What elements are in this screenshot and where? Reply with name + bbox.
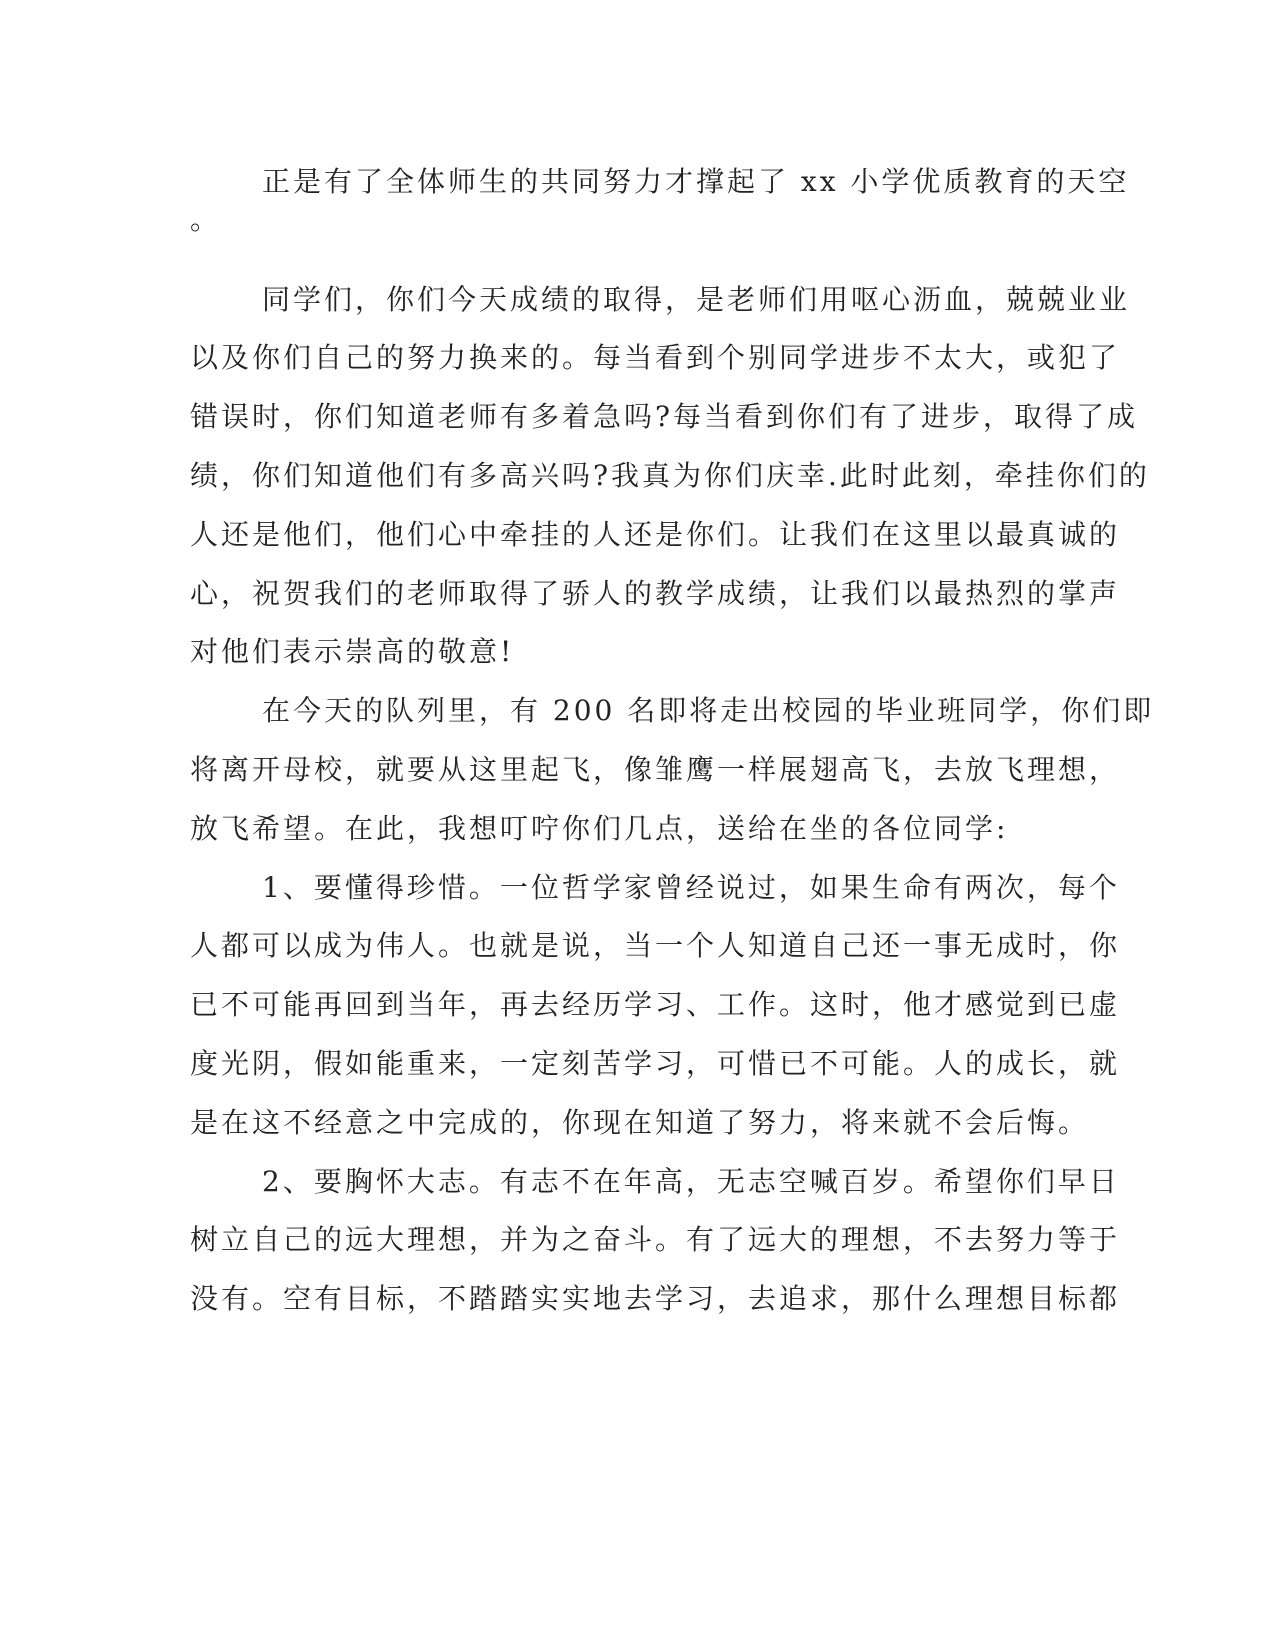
text-line: 错误时，你们知道老师有多着急吗?每当看到你们有了进步，取得了成 xyxy=(190,400,1139,433)
text-line: 放飞希望。在此，我想叮咛你们几点，送给在坐的各位同学: xyxy=(190,812,1009,845)
text-line: 对他们表示崇高的敬意! xyxy=(190,635,515,668)
text-line: 1、要懂得珍惜。一位哲学家曾经说过，如果生命有两次，每个 xyxy=(262,871,1120,904)
text-line: 心，祝贺我们的老师取得了骄人的教学成绩，让我们以最热烈的掌声 xyxy=(190,577,1121,610)
text-line: 绩，你们知道他们有多高兴吗?我真为你们庆幸.此时此刻，牵挂你们的 xyxy=(190,459,1150,492)
text-line: 已不可能再回到当年，再去经历学习、工作。这时，他才感觉到已虚 xyxy=(190,988,1121,1021)
text-line: 人都可以成为伟人。也就是说，当一个人知道自己还一事无成时，你 xyxy=(190,929,1121,962)
text-line: 度光阴，假如能重来，一定刻苦学习，可惜已不可能。人的成长，就 xyxy=(190,1047,1121,1080)
text-line: 同学们，你们今天成绩的取得，是老师们用呕心沥血，兢兢业业 xyxy=(262,283,1131,316)
text-line: 。 xyxy=(190,203,222,236)
text-line: 在今天的队列里，有 200 名即将走出校园的毕业班同学，你们即 xyxy=(262,694,1155,727)
text-line: 以及你们自己的努力换来的。每当看到个别同学进步不太大，或犯了 xyxy=(190,341,1121,374)
text-line: 正是有了全体师生的共同努力才撑起了 xx 小学优质教育的天空 xyxy=(262,165,1130,198)
text-line: 2、要胸怀大志。有志不在年高，无志空喊百岁。希望你们早日 xyxy=(262,1165,1120,1198)
text-line: 没有。空有目标，不踏踏实实地去学习，去追求，那什么理想目标都 xyxy=(190,1282,1121,1315)
text-line: 树立自己的远大理想，并为之奋斗。有了远大的理想，不去努力等于 xyxy=(190,1223,1121,1256)
text-line: 是在这不经意之中完成的，你现在知道了努力，将来就不会后悔。 xyxy=(190,1106,1090,1139)
text-line: 人还是他们，他们心中牵挂的人还是你们。让我们在这里以最真诚的 xyxy=(190,518,1121,551)
text-line: 将离开母校，就要从这里起飞，像雏鹰一样展翅高飞，去放飞理想， xyxy=(190,753,1121,786)
